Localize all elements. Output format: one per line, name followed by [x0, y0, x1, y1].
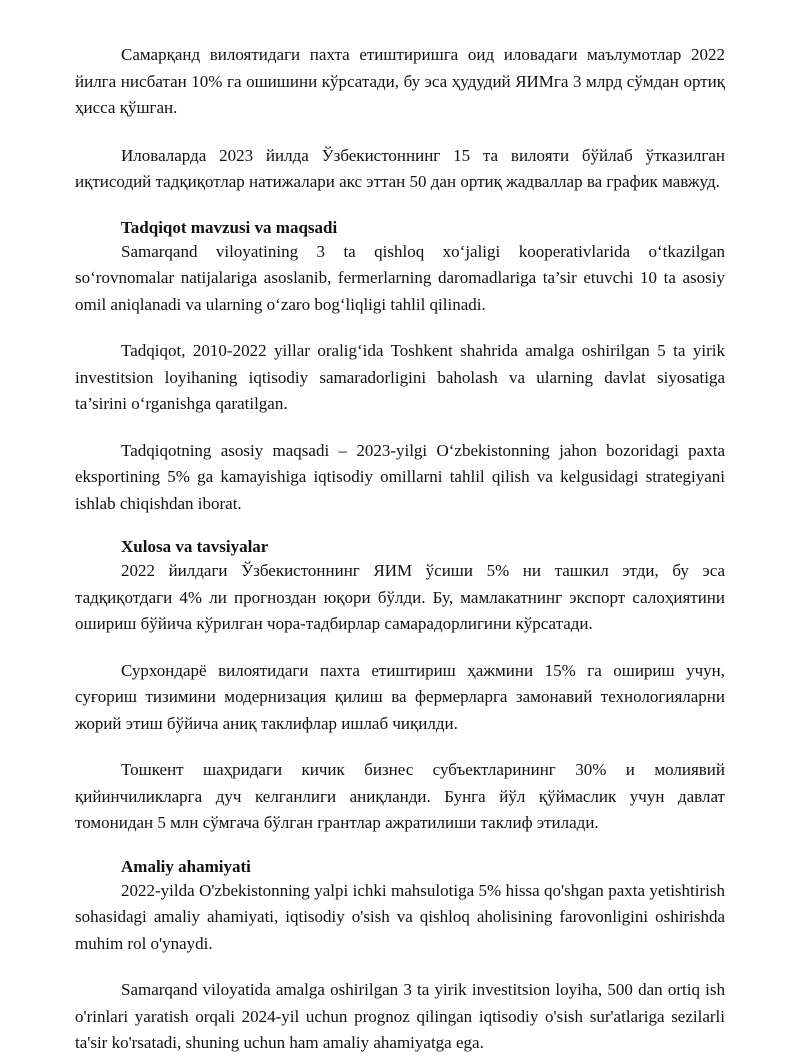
document-page [75, 42, 725, 1057]
conclusions-paragraph-1: 2022 йилдаги Ўзбекистоннинг ЯИМ ўсиши 5% ни ташкил этди, бу эса тадқиқотдаги 4% ли прогноздан юқори бўлди. Бу, мамлакатнинг экспорт салоҳиятини ошириш бўйича кўрилган чора-тадбирлар самарадорлигини кўрсатади. [75, 561, 725, 633]
intro-paragraph-2: Иловаларда 2023 йилда Ўзбекистоннинг 15 та вилояти бўйлаб ўтказилган иқтисодий тадқиқотлар натижалари акс эттан 50 дан ортиқ жадваллар ва график мавжуд. [75, 145, 725, 191]
research-paragraph-1: Samarqand viloyatining 3 ta qishloq xo‘jaligi kooperativlarida o‘tkazilgan so‘rovnomalar natijalariga asoslanib, fermerlarning daromadlariga ta’sir etuvchi 10 ta asosiy omil aniqlanadi va ularning o‘zaro bog‘liqligi tahlil qilinadi. [75, 241, 725, 314]
section-heading-practical-significance: Amaliy ahamiyati [121, 856, 251, 876]
practical-paragraph-1: 2022-yilda O'zbekistonning yalpi ichki mahsulotiga 5% hissa qo'shgan paxta yetishtirish sohasidagi amaliy ahamiyati, iqtisodiy o'sish va qishloq aholisining farovonligini oshirishda muhim rol o'ynaydi. [75, 880, 725, 953]
research-paragraph-2: Tadqiqot, 2010-2022 yillar oralig‘ida Toshkent shahrida amalga oshirilgan 5 ta yirik investitsion loyihaning iqtisodiy samaradorligini baholash va ularning davlat siyosatiga ta’sirini o‘rganishga qaratilgan. [75, 341, 725, 413]
research-paragraph-3: Tadqiqotning asosiy maqsadi – 2023-yilgi O‘zbekistonning jahon bozoridagi paxta eksportining 5% ga kamayishiga iqtisodiy omillarni tahlil qilish va kelgusidagi strategiyani ishlab chiqishdan iborat. [75, 440, 725, 513]
conclusions-paragraph-2: Сурхондарё вилоятидаги пахта етиштириш ҳажмини 15% га ошириш учун, суғориш тизимини модернизация қилиш ва фермерларга замонавий технологияларни жорий этиш бўйича аниқ таклифлар ишлаб чиқилди. [75, 660, 725, 733]
section-heading-conclusions: Xulosa va tavsiyalar [121, 537, 269, 556]
practical-paragraph-2: Samarqand viloyatida amalga oshirilgan 3 ta yirik investitsion loyiha, 500 dan ortiq ish o'rinlari yaratish orqali 2024-yil uchun prognoz qilingan iqtisodiy o'sish sur'atlariga sezilarli ta'sir ko'rsatadi, shuning uchun ham amaliy ahamiyatga ega. [75, 980, 725, 1052]
section-heading-research-topic: Tadqiqot mavzusi va maqsadi [121, 217, 338, 237]
intro-paragraph-1: Самарқанд вилоятидаги пахта етиштиришга оид иловадаги маълумотлар 2022 йилга нисбатан 10% га ошишини кўрсатади, бу эса ҳудудий ЯИМга 3 млрд сўмдан ортиқ ҳисса қўшган. [75, 45, 725, 117]
conclusions-paragraph-3: Тошкент шаҳридаги кичик бизнес субъектларининг 30% и молиявий қийинчиликларга дуч келганлиги аниқланди. Бунга йўл қўймаслик учун давлат томонидан 5 млн сўмгача бўлган грантлар ажратилиши таклиф этилади. [75, 760, 725, 832]
